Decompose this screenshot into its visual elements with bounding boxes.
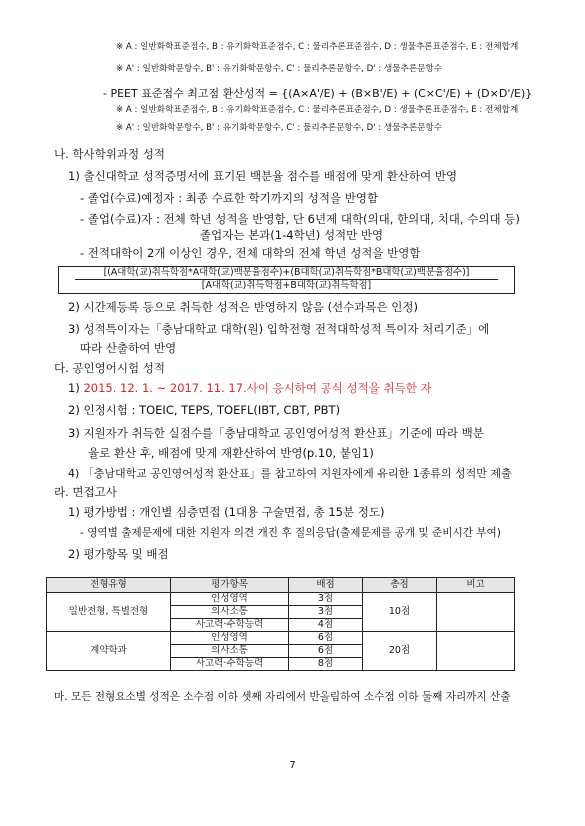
da-item-1 bbox=[68, 381, 432, 396]
cell-total: 20점 bbox=[363, 632, 437, 671]
cell-item: 사고력·수학능력 bbox=[171, 658, 289, 671]
ra-item-1: 1) 평가방법 : 개인별 심층면접 (1대용 구술면접, 총 15분 정도) bbox=[68, 505, 385, 519]
note-count-legend-2: ※ A' : 일반화학문항수, B' : 유기화학문항수, C' : 물리추론문항수, D' : 생물추론문항수 bbox=[116, 123, 443, 133]
page-number: 7 bbox=[289, 760, 296, 771]
note-score-legend-2: ※ A : 일반화학표준점수, B : 유기화학표준점수, C : 물리추론표준점수, D : 생물추론표준점수, E : 전체합계 bbox=[116, 105, 519, 115]
peet-formula-line: - PEET 표준점수 최고점 환산성적 = {(A×A'/E) + (B×B'/E) + (C×C'/E) + (D×D'/E)} bbox=[103, 87, 533, 100]
cell-item: 인성영역 bbox=[171, 593, 289, 606]
header-item: 평가항목 bbox=[171, 578, 289, 593]
section-na-title: 나. 학사학위과정 성적 bbox=[54, 147, 165, 161]
cell-total: 10점 bbox=[363, 593, 437, 632]
cell-item: 의사소통 bbox=[171, 606, 289, 619]
da-item-1-period: 2015. 12. 1. ~ 2017. 11. 17.사이 응시하여 공식 성적을 취득한 자 bbox=[83, 381, 432, 395]
cell-item: 의사소통 bbox=[171, 645, 289, 658]
formula-denominator: [A대학(교)취득학점+B대학(교)취득학점] bbox=[75, 279, 498, 292]
table-row bbox=[47, 632, 515, 645]
na-item-3: 3) 성적특이자는「충남대학교 대학(원) 입학전형 전적대학성적 특이자 처리기준」에 bbox=[68, 322, 490, 336]
header-type: 전형유형 bbox=[47, 578, 171, 593]
na-item-2: 2) 시간제등록 등으로 취득한 성적은 반영하지 않음 (선수과목은 인정) bbox=[68, 300, 418, 314]
header-total: 총점 bbox=[363, 578, 437, 593]
cell-score: 4점 bbox=[289, 619, 363, 632]
na-item-1: 1) 출신대학교 성적증명서에 표기된 백분율 점수를 배점에 맞게 환산하여 반영 bbox=[68, 169, 458, 183]
na-item-1b: - 졸업(수료)자 : 전체 학년 성적을 반영함, 단 6년제 대학(의대, 한의대, 치대, 수의대 등) bbox=[80, 212, 520, 226]
na-item-1b-cont: 졸업자는 본과(1-4학년) 성적만 반영 bbox=[200, 228, 384, 242]
cell-score: 6점 bbox=[289, 632, 363, 645]
cell-type: 일반전형, 특별전형 bbox=[47, 593, 171, 632]
cell-item: 사고력·수학능력 bbox=[171, 619, 289, 632]
da-item-3-cont: 율로 환산 후, 배점에 맞게 재환산하여 반영(p.10, 붙임1) bbox=[88, 446, 374, 460]
section-ma-note: 마. 모든 전형요소별 성적은 소수점 이하 셋째 자리에서 반올림하여 소수점 이하 둘째 자리까지 산출 bbox=[54, 691, 511, 703]
cell-item: 인성영역 bbox=[171, 632, 289, 645]
note-count-legend-1: ※ A' : 일반화학문항수, B' : 유기화학문항수, C' : 물리추론문항수, D' : 생물추론문항수 bbox=[116, 64, 443, 74]
gpa-weighted-formula-box bbox=[58, 266, 515, 294]
cell-score: 8점 bbox=[289, 658, 363, 671]
cell-remarks bbox=[437, 632, 515, 671]
na-item-3-cont: 따라 산출하여 반영 bbox=[80, 341, 177, 355]
cell-score: 6점 bbox=[289, 645, 363, 658]
section-da-title: 다. 공인영어시험 성적 bbox=[54, 361, 165, 375]
na-item-1c: - 전적대학이 2개 이상인 경우, 전체 대학의 전체 학년 성적을 반영함 bbox=[80, 246, 421, 260]
note-score-legend-1: ※ A : 일반화학표준점수, B : 유기화학표준점수, C : 물리추론표준점수, D : 생물추론표준점수, E : 전체합계 bbox=[116, 42, 519, 52]
da-item-4: 4) 「충남대학교 공인영어성적 환산표」를 참고하여 지원자에게 유리한 1종류의 성적만 제출 bbox=[68, 467, 512, 480]
table-header-row bbox=[47, 578, 515, 593]
table-row bbox=[47, 593, 515, 606]
da-item-1-number: 1) bbox=[68, 381, 80, 395]
header-score: 배점 bbox=[289, 578, 363, 593]
ra-item-2: 2) 평가항목 및 배점 bbox=[68, 547, 169, 561]
cell-remarks bbox=[437, 593, 515, 632]
na-item-1a: - 졸업(수료)예정자 : 최종 수료한 학기까지의 성적을 반영함 bbox=[80, 191, 379, 205]
interview-score-table bbox=[46, 577, 515, 671]
header-remarks: 비고 bbox=[437, 578, 515, 593]
formula-numerator: [(A대학(교)취득학점*A대학(교)백분율점수)+(B대학(교)취득학점*B대학(교)백분율점수)] bbox=[103, 267, 470, 278]
da-item-2: 2) 인정시험 : TOEIC, TEPS, TOEFL(IBT, CBT, PBT) bbox=[68, 403, 341, 417]
ra-item-1a: - 영역별 출제문제에 대한 지원자 의견 개진 후 질의응답(출제문제를 공개 및 준비시간 부여) bbox=[80, 527, 501, 539]
section-ra-title: 라. 면접고사 bbox=[54, 485, 117, 499]
da-item-3: 3) 지원자가 취득한 실점수를「충남대학교 공인영어성적 환산표」기준에 따라 백분 bbox=[68, 426, 484, 440]
cell-score: 3점 bbox=[289, 606, 363, 619]
cell-score: 3점 bbox=[289, 593, 363, 606]
cell-type: 계약학과 bbox=[47, 632, 171, 671]
